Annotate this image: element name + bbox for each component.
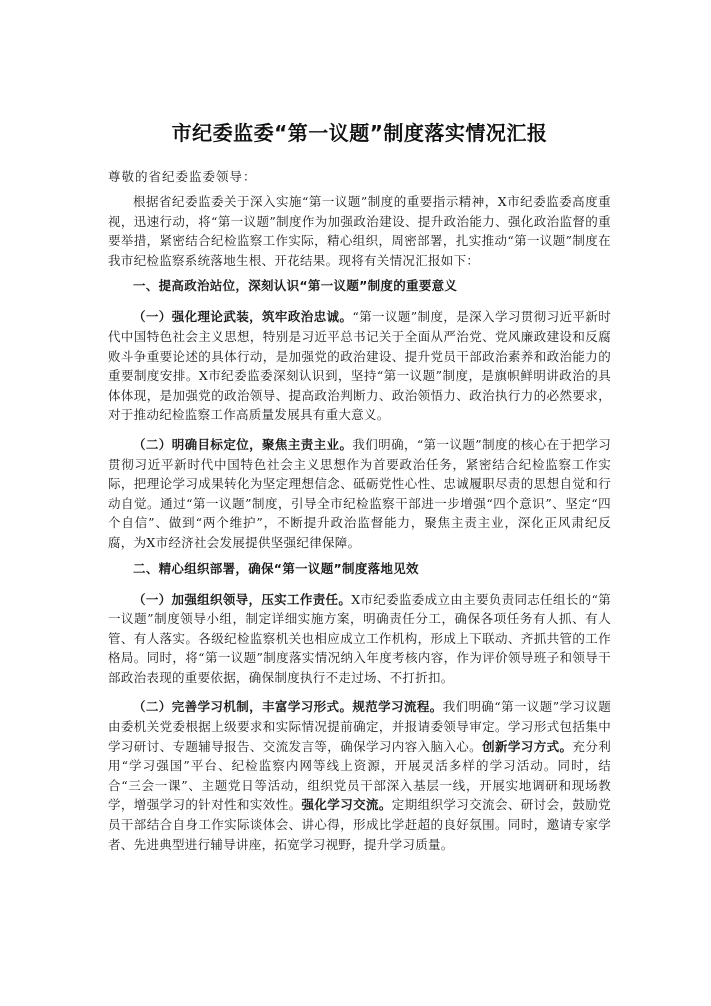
section-2-paragraph-2-text-a: 我们明确“第一议题”学习议题由委机关党委根据上级要求和实际情况提前确定，并报请委领导审定。学习形式包括集中学习研讨、专题辅导报告、交流发言等，确保学习内容入脑入心。 — [108, 699, 612, 754]
section-2-paragraph-2-lead-b: 创新学习方式。 — [482, 738, 573, 754]
section-1-heading: 一、提高政治站位，深刻认识“第一议题”制度的重要意义 — [133, 278, 458, 294]
section-2-paragraph-2 — [108, 697, 611, 854]
section-1-paragraph-1-lead: （一）强化理论武装，筑牢政治忠诚。 — [133, 309, 353, 325]
section-1-paragraph-2 — [108, 435, 611, 553]
section-2-paragraph-1 — [108, 590, 611, 688]
section-1-paragraph-1 — [108, 307, 611, 425]
section-2-heading: 二、精心组织部署，确保“第一议题”制度落地见效 — [133, 560, 419, 576]
section-1-paragraph-1-text: “第一议题”制度，是深入学习贯彻习近平新时代中国特色社会主义思想，特别是习近平总书记关于全面从严治党、党风廉政建设和反腐败斗争重要论述的具体行动，是加强党的政治建设、提升党员干部政治素养和政治能力的重要制度安排。X市纪委监委深刻认识到，坚持“第一议题”制度，是旗帜鲜明讲政治的具体体现，是加强党的政治领导、提高政治判断力、政治领悟力、政治执行力的必然要求，对于推动纪检监察工作高质量发展具有重大意义。 — [108, 309, 611, 423]
section-2-paragraph-2-text-b: 充分利用“学习强国”平台、纪检监察内网等线上资源，开展灵活多样的学习活动。同时，结合“三会一课”、主题党日等活动，组织党员干部深入基层一线，开展实地调研和现场教学，增强学习的针对性和实效性。 — [108, 738, 611, 813]
section-2-paragraph-2-lead-c: 强化学习交流。 — [301, 797, 392, 813]
salutation: 尊敬的省纪委监委领导： — [108, 169, 257, 184]
section-2-paragraph-1-text: X市纪委监委成立由主要负责同志任组长的“第一议题”制度领导小组，制定详细实施方案，明确责任分工，确保各项任务有人抓、有人管、有人落实。各级纪检监察机关也相应成立工作机构，形成上下联动、齐抓共管的工作格局。同时，将“第一议题”制度落实情况纳入年度考核内容，作为评价领导班子和领导干部政治表现的重要依据，确保制度执行不走过场、不打折扣。 — [108, 591, 611, 685]
section-1-paragraph-2-lead: （二）明确目标定位，聚焦主责主业。 — [133, 436, 353, 452]
section-1-paragraph-2-text: 我们明确，“第一议题”制度的核心在于把学习贯彻习近平新时代中国特色社会主义思想作为首要政治任务，紧密结合纪检监察工作实际，把理论学习成果转化为坚定理想信念、砥砺党性心性、忠诚履职尽责的思想自觉和行动自觉。通过“第一议题”制度，引导全市纪检监察干部进一步增强“四个意识”、坚定“四个自信”、做到“两个维护”，不断提升政治监督能力，聚焦主责主业，深化正风肃纪反腐，为X市经济社会发展提供坚强纪律保障。 — [108, 436, 611, 550]
section-2-paragraph-2-text-c: 定期组织学习交流会、研讨会，鼓励党员干部结合自身工作实际谈体会、讲心得，形成比学赶超的良好氛围。同时，邀请专家学者、先进典型进行辅导讲座，拓宽学习视野，提升学习质量。 — [108, 797, 611, 852]
document-title: 市纪委监委“第一议题”制度落实情况汇报 — [171, 121, 548, 145]
section-2-paragraph-2-lead: （二）完善学习机制，丰富学习形式。规范学习流程。 — [133, 699, 443, 715]
intro-paragraph: 根据省纪委监委关于深入实施“第一议题”制度的重要指示精神，X市纪委监委高度重视，迅速行动，将“第一议题”制度作为加强政治建设、提升政治能力、强化政治监督的重要举措，紧密结合纪检监察工作实际，精心组织，周密部署，扎实推动“第一议题”制度在我市纪检监察系统落地生根、开花结果。现将有关情况汇报如下： — [108, 194, 611, 268]
section-2-paragraph-1-lead: （一）加强组织领导，压实工作责任。 — [133, 591, 352, 607]
